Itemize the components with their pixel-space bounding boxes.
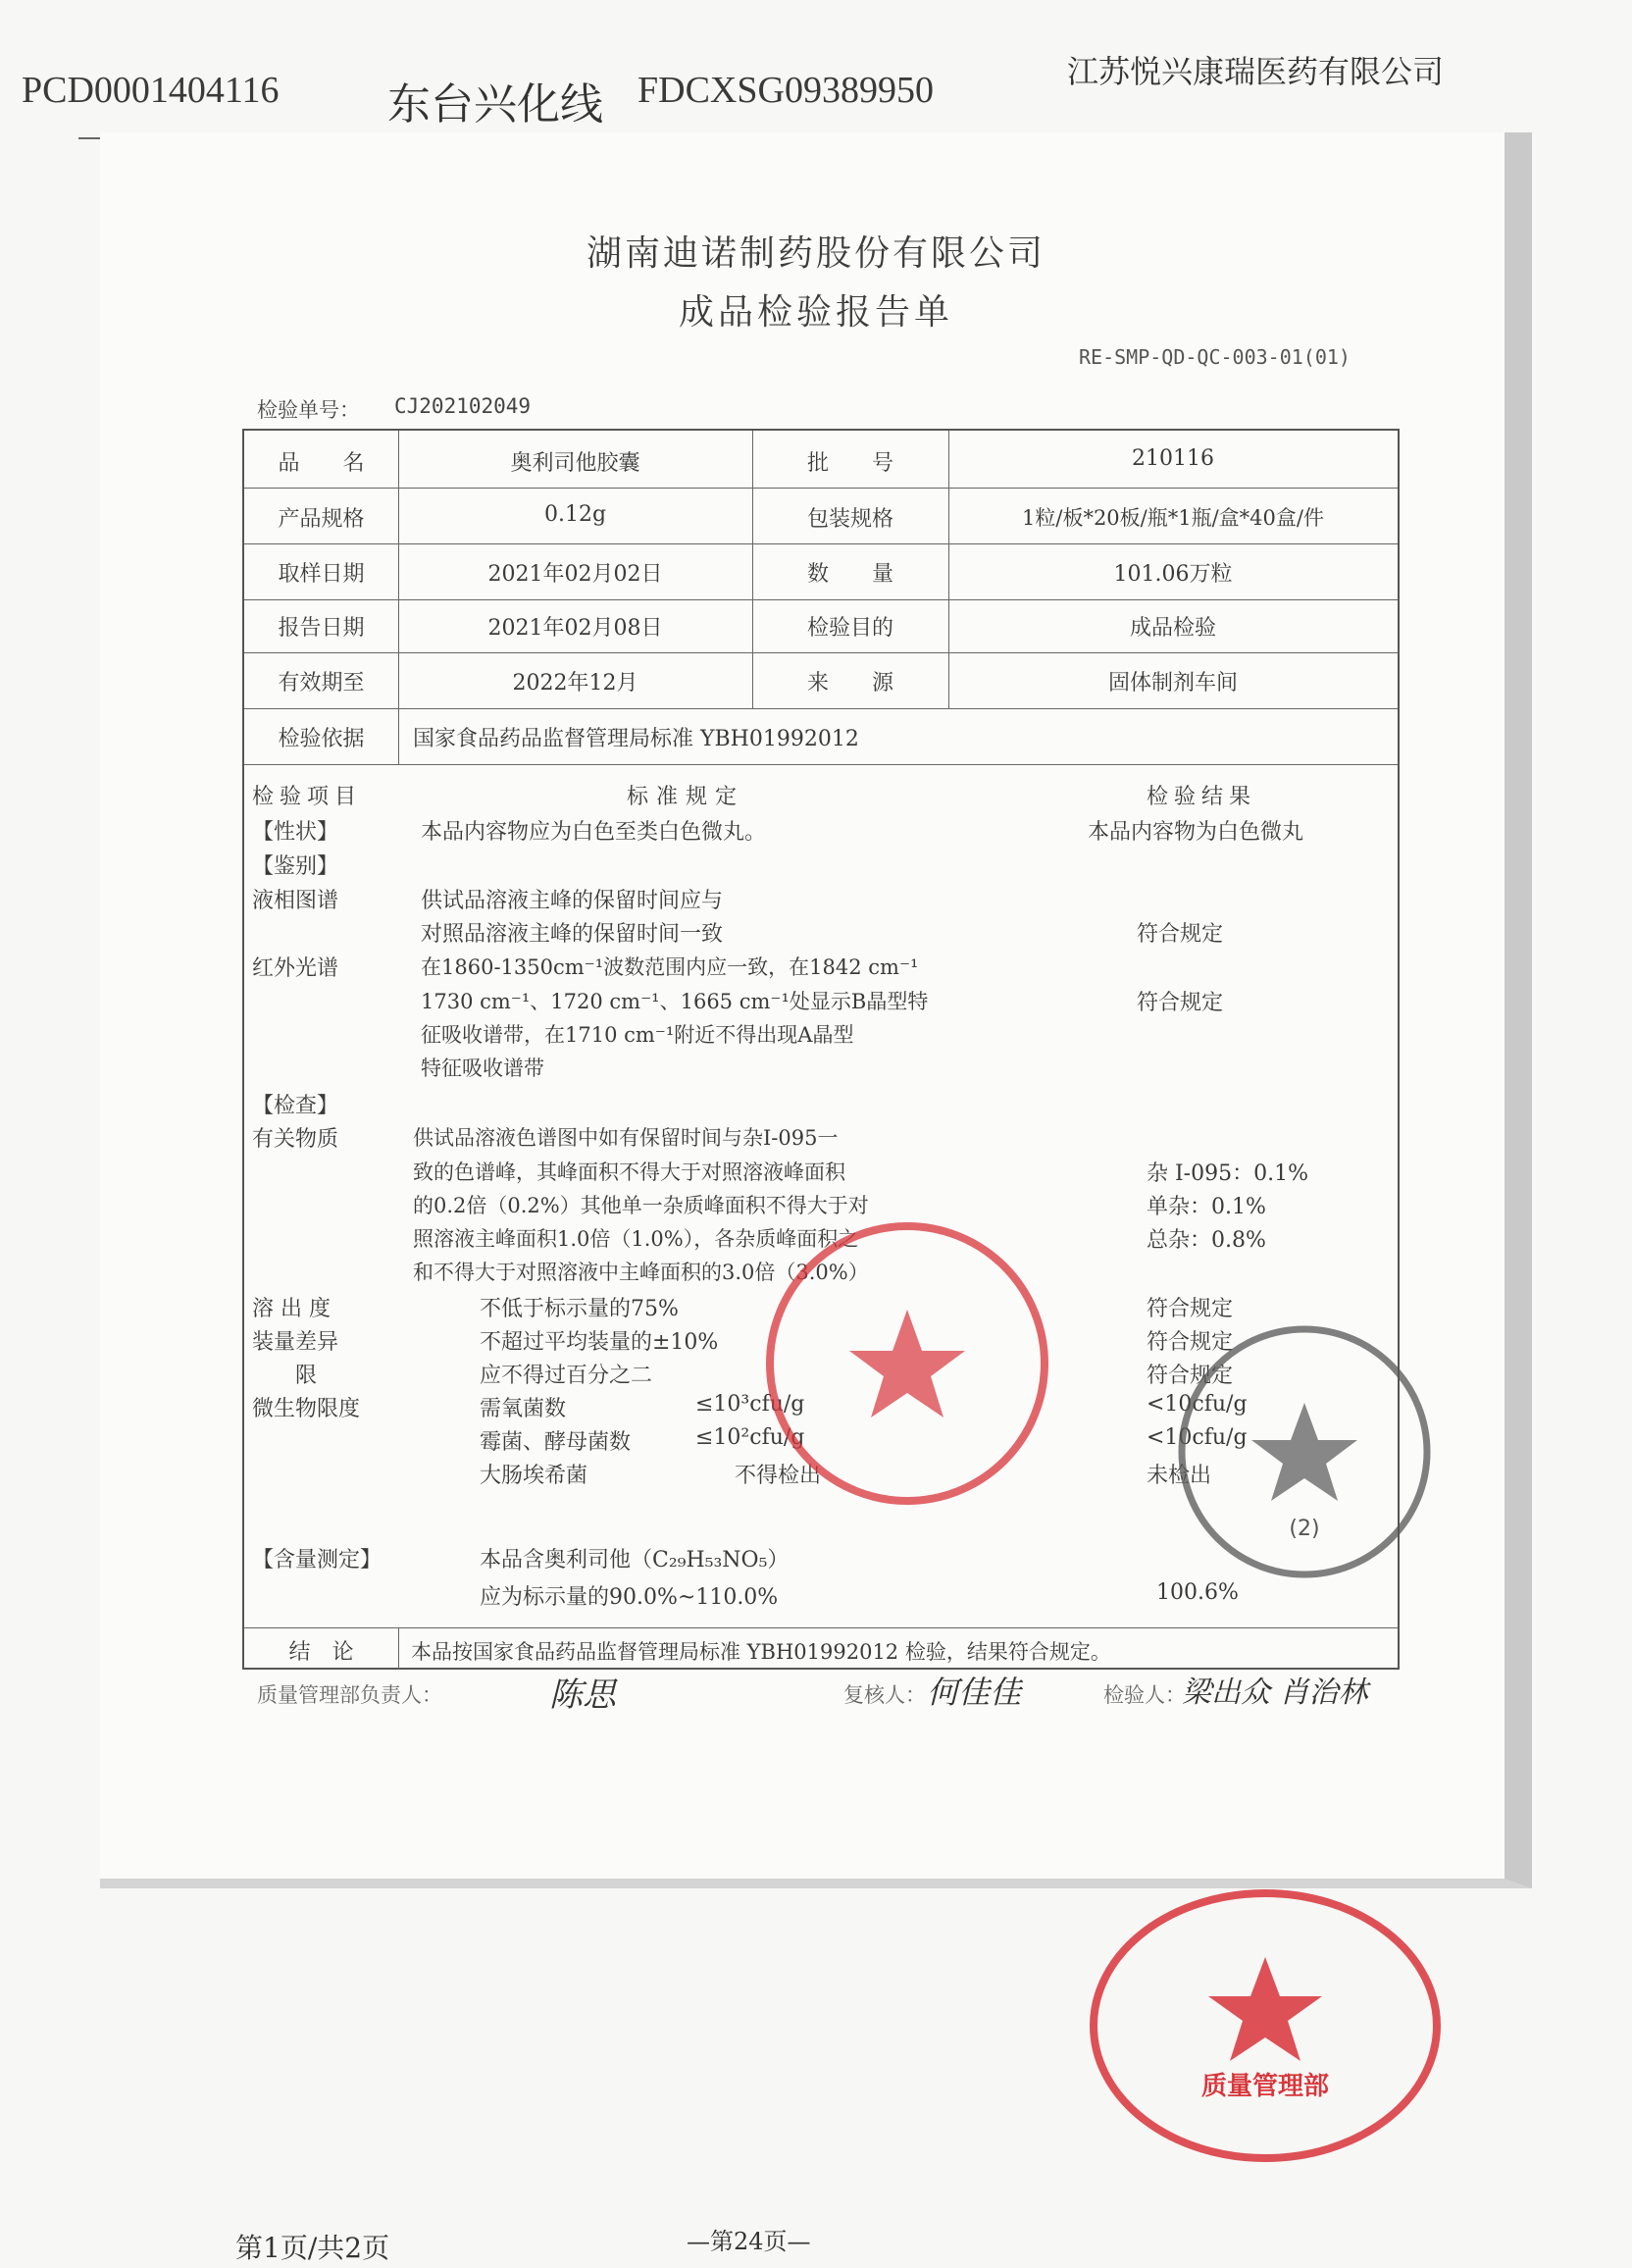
conclusion-text: 本品按国家食品药品监督管理局标准 YBH01992012 检验，结果符合规定。 <box>411 1640 1111 1664</box>
label-related-substances: 有关物质 <box>252 1127 339 1152</box>
inspector-signatures: 梁出众 肖治林 <box>1182 1675 1368 1710</box>
micro-limit-3: 不得检出 <box>735 1464 822 1488</box>
qa-head-label: 质量管理部负责人： <box>257 1683 442 1707</box>
label-inspection: 【检查】 <box>252 1094 339 1118</box>
standard-hplc-line1: 供试品溶液主峰的保留时间应与 <box>421 889 724 913</box>
value-basis: 国家食品药品监督管理局标准 YBH01992012 <box>413 727 859 751</box>
micro-name-3: 大肠埃希菌 <box>480 1464 588 1488</box>
result-hplc: 符合规定 <box>1137 922 1224 947</box>
standard-ir-line4: 特征吸收谱带 <box>421 1057 544 1080</box>
standard-appearance: 本品内容物应为白色至类白色微丸。 <box>421 820 767 845</box>
label-packaging: 包装规格 <box>806 507 893 532</box>
result-appearance: 本品内容物为白色微丸 <box>1088 820 1304 845</box>
col-header-standard: 标准规定 <box>627 785 745 809</box>
label-weight-variation-1: 装量差异 <box>252 1330 339 1355</box>
value-sampling-date: 2021年02月02日 <box>487 562 663 587</box>
table-rule <box>398 1627 399 1669</box>
label-expiry: 有效期至 <box>278 671 365 696</box>
standard-weight-2: 应不得过百分之二 <box>480 1364 653 1388</box>
issuer-company: 湖南迪诺制药股份有限公司 <box>586 233 1046 274</box>
table-rule <box>398 431 399 764</box>
label-report-date: 报告日期 <box>278 616 365 641</box>
label-quantity: 数 量 <box>806 562 893 587</box>
standard-related-line3: 的0.2倍（0.2%）其他单一杂质峰面积不得大于对 <box>413 1194 869 1217</box>
value-expiry: 2022年12月 <box>512 671 638 696</box>
result-assay: 100.6% <box>1156 1580 1239 1605</box>
result-ir: 符合规定 <box>1137 991 1224 1015</box>
document-code-right: FDCXSG09389950 <box>638 70 934 111</box>
form-code: RE-SMP-QD-QC-003-01(01) <box>1079 345 1351 369</box>
table-rule <box>244 708 1398 709</box>
inspector-label: 检验人： <box>1103 1683 1186 1707</box>
svg-text:(2): (2) <box>1289 1517 1320 1541</box>
micro-result-3: 未检出 <box>1147 1464 1212 1488</box>
micro-result-2: <10cfu/g <box>1147 1425 1248 1450</box>
value-report-date: 2021年02月08日 <box>487 616 663 641</box>
document-code-left: PCD0001404116 <box>22 70 280 111</box>
value-spec: 0.12g <box>543 502 607 527</box>
micro-name-2: 霉菌、酵母菌数 <box>480 1430 632 1455</box>
table-rule <box>244 543 1398 544</box>
label-spec: 产品规格 <box>278 507 365 532</box>
label-weight-variation-2: 限 <box>252 1364 318 1388</box>
report-title: 成品检验报告单 <box>678 292 953 333</box>
micro-name-1: 需氧菌数 <box>480 1397 567 1421</box>
value-product-name: 奥利司他胶囊 <box>510 451 640 476</box>
micro-limit-2: ≤10²cfu/g <box>695 1425 805 1450</box>
label-batch-no: 批 号 <box>806 451 893 476</box>
table-rule <box>244 488 1398 489</box>
route-label: 东台兴化线 <box>387 79 603 129</box>
label-hplc: 液相图谱 <box>252 889 339 913</box>
table-rule <box>244 764 1398 765</box>
label-basis: 检验依据 <box>278 727 365 751</box>
report-no-label: 检验单号： <box>257 398 360 422</box>
label-product-name: 品 名 <box>278 451 365 476</box>
value-packaging: 1粒/板*20板/瓶*1瓶/盒*40盒/件 <box>1022 506 1324 530</box>
label-purpose: 检验目的 <box>806 616 893 641</box>
value-source: 固体制剂车间 <box>1107 671 1238 696</box>
table-rule <box>244 1627 1398 1628</box>
table-rule <box>244 652 1398 653</box>
label-sampling-date: 取样日期 <box>278 562 365 587</box>
label-source: 来 源 <box>806 671 893 696</box>
result-related-3: 总杂：0.8% <box>1147 1228 1266 1253</box>
standard-related-line1: 供试品溶液色谱图中如有保留时间与杂I-095一 <box>413 1126 839 1150</box>
table-rule <box>244 599 1398 600</box>
standard-related-line5: 和不得大于对照溶液中主峰面积的3.0倍（3.0%） <box>413 1261 869 1284</box>
page-number: —第24页— <box>687 2228 811 2255</box>
standard-ir-line3: 征吸收谱带，在1710 cm⁻¹附近不得出现A晶型 <box>421 1023 854 1047</box>
standard-hplc-line2: 对照品溶液主峰的保留时间一致 <box>421 922 724 947</box>
micro-limit-1: ≤10³cfu/g <box>695 1392 805 1417</box>
result-related-2: 单杂：0.1% <box>1147 1195 1266 1219</box>
standard-dissolution: 不低于标示量的75% <box>480 1297 679 1321</box>
label-appearance: 【性状】 <box>252 820 339 845</box>
reviewer-label: 复核人： <box>843 1683 926 1707</box>
value-batch-no: 210116 <box>1132 446 1214 471</box>
standard-related-line4: 照溶液主峰面积1.0倍（1.0%），各杂质峰面积之 <box>413 1227 859 1251</box>
micro-result-1: <10cfu/g <box>1147 1392 1248 1417</box>
red-distributor-seal <box>1079 1879 1452 2173</box>
result-dissolution: 符合规定 <box>1147 1297 1234 1321</box>
standard-assay-2: 应为标示量的90.0%~110.0% <box>480 1585 779 1610</box>
label-dissolution: 溶 出 度 <box>252 1297 331 1321</box>
reviewer-signature: 何佳佳 <box>927 1674 1022 1711</box>
result-related-1: 杂 I-095：0.1% <box>1147 1161 1309 1186</box>
label-assay: 【含量测定】 <box>252 1548 382 1572</box>
label-ir: 红外光谱 <box>252 956 339 981</box>
standard-weight-1: 不超过平均装量的±10% <box>480 1330 719 1355</box>
standard-assay-1: 本品含奥利司他（C₂₉H₅₃NO₅） <box>480 1548 790 1572</box>
page-info: 第1页/共2页 <box>235 2232 390 2264</box>
col-header-result: 检验结果 <box>1147 785 1257 809</box>
col-header-item: 检验项目 <box>252 785 363 809</box>
qa-head-signature: 陈思 <box>549 1675 616 1715</box>
report-no: CJ202102049 <box>394 394 532 418</box>
value-quantity: 101.06万粒 <box>1113 562 1233 587</box>
result-weight-2: 符合规定 <box>1147 1364 1234 1388</box>
seal-department-text: 质量管理部 <box>1200 2072 1330 2101</box>
gray-quality-seal <box>1157 1305 1452 1599</box>
label-microbial: 微生物限度 <box>252 1397 361 1421</box>
standard-ir-line2: 1730 cm⁻¹、1720 cm⁻¹、1665 cm⁻¹处显示B晶型特 <box>421 990 929 1013</box>
red-company-seal-a <box>745 1202 1069 1525</box>
standard-ir-line1: 在1860-1350cm⁻¹波数范围内应一致，在1842 cm⁻¹ <box>421 955 919 979</box>
recipient-company: 江苏悦兴康瑞医药有限公司 <box>1067 53 1445 90</box>
result-weight-1: 符合规定 <box>1147 1330 1234 1355</box>
label-conclusion: 结 论 <box>288 1640 354 1665</box>
label-identification: 【鉴别】 <box>252 854 339 879</box>
standard-related-line2: 致的色谱峰，其峰面积不得大于对照溶液峰面积 <box>413 1160 845 1184</box>
value-purpose: 成品检验 <box>1129 616 1216 641</box>
